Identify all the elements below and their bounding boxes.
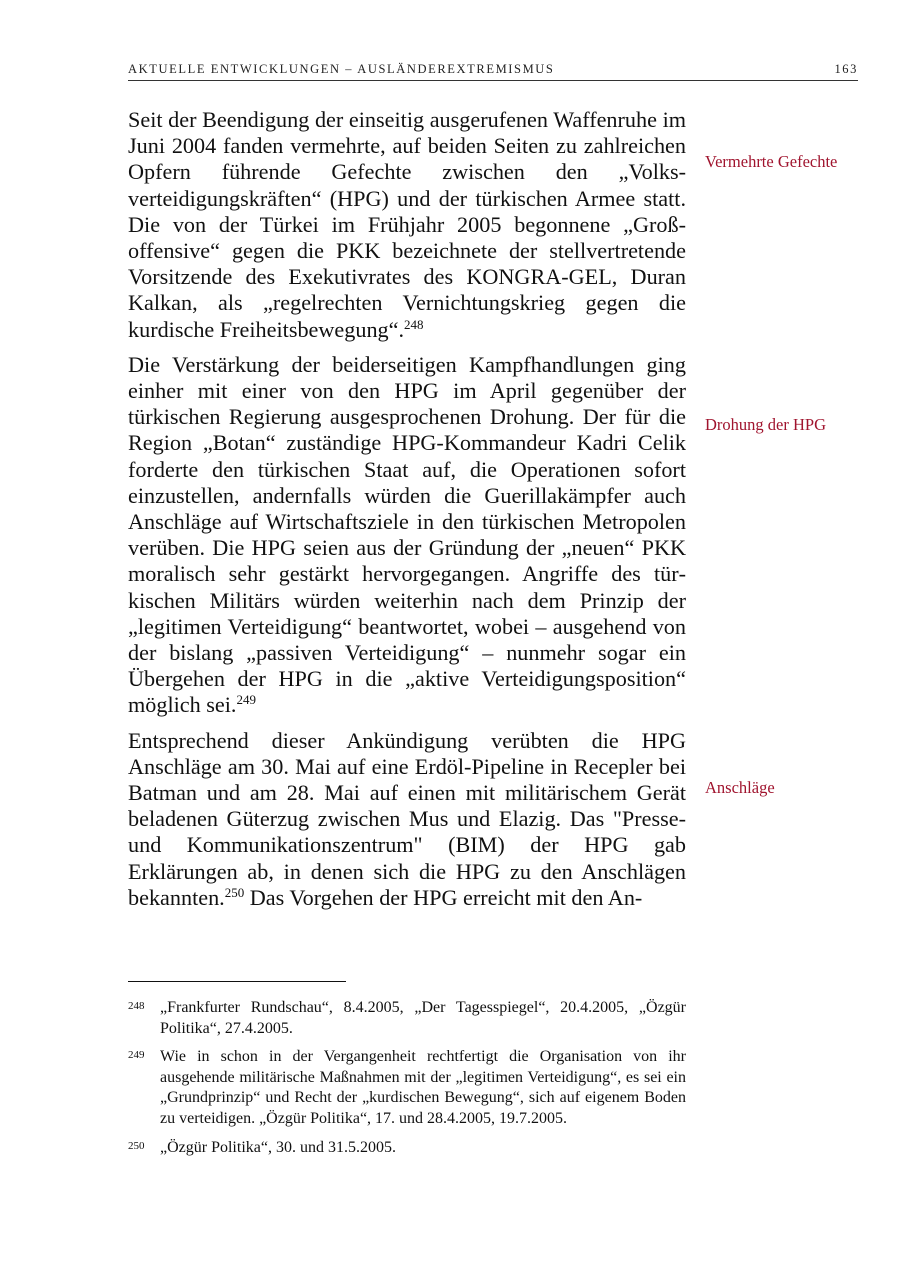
margin-note-anschlaege: Anschläge: [705, 778, 775, 797]
paragraph-2: Die Verstärkung der beiderseitigen Kampfhandlungen ging einher mit einer von den HPG im April gegenüber der türkischen Regierung ausgesprochenen Drohung. Der für die Region „Botan“ zuständige HPG-Kommandeur Kadri Celik forderte den türkischen Staat auf, die Operationen sofort einzustellen, andernfalls würden die Guerillakämpfer auch Anschläge auf Wirtschaftsziele in den türkischen Metropolen verüben. Die HPG seien aus der Gründung der „neuen“ PKK moralisch sehr gestärkt hervorgegangen. Angriffe des türkischen Militärs würden weiterhin nach dem Prinzip der „legitimen Verteidigung“ beantwortet, wobei – ausgehend von der bislang „passiven Verteidigung“ – nunmehr sogar ein Übergehen der HPG in die „aktive Verteidigungsposition“ möglich sei.$^{249}$: [128, 351, 686, 718]
running-header: [128, 62, 858, 81]
footnote-text: „Özgür Politika“, 30. und 31.5.2005.: [160, 1138, 396, 1156]
footnotes: [128, 998, 686, 1166]
running-title: AKTUELLE ENTWICKLUNGEN – AUSLÄNDEREXTREMISMUS: [128, 62, 555, 76]
footnote-249: [128, 1047, 686, 1129]
main-text: [128, 107, 686, 920]
footnote-248: [128, 998, 686, 1039]
page-number: 163: [834, 62, 858, 76]
footnote-text: „Frankfurter Rundschau“, 8.4.2005, „Der Tagesspiegel“, 20.4.2005, „Özgür Politika“, 27.4.2005.: [160, 999, 686, 1037]
paragraph-1: Seit der Beendigung der einseitig ausgerufenen Waffenruhe im Juni 2004 fanden vermehrte, auf beiden Seiten zu zahlreichen Opfern führende Gefechte zwischen den „Volksverteidigungskräften“ (HPG) und der türkischen Armee statt. Die von der Türkei im Frühjahr 2005 begonnene „Großoffensive“ gegen die PKK bezeichnete der stellvertretende Vorsitzende des Exekutivrates des KONGRA-GEL, Duran Kalkan, als „regelrechten Vernichtungskrieg gegen die kurdische Freiheitsbewegung“.$^{248}$: [128, 107, 686, 342]
margin-note-drohung: Drohung der HPG: [705, 415, 826, 434]
margin-note-gefechte: Vermehrte Gefechte: [705, 152, 838, 171]
footnote-divider: [128, 981, 346, 982]
footnote-ref-249[interactable]: 249: [236, 692, 256, 708]
footnote-number: 250: [128, 1139, 145, 1152]
footnote-ref-250[interactable]: 250: [224, 884, 245, 900]
footnote-text: Wie in schon in der Vergangenheit rechtfertigt die Organisation von ihr ausgehende militärische Maßnahmen mit der „legitimen Verteidigung“, es sei ein „Grundprinzip“ und Recht der „kurdischen Bewegung“, sich auf eigenem Boden zu verteidigen. „Özgür Politika“, 17. und 28.4.2005, 19.7.2005.: [160, 1048, 686, 1127]
footnote-250: [128, 1138, 686, 1159]
paragraph-3: Entsprechend dieser Ankündigung verübten die HPG Anschläge am 30. Mai auf eine Erdöl-Pipeline in Recepler bei Batman und am 28. Mai auf einen mit militärischem Gerät beladenen Güterzug zwischen Mus und Elazig. Das "Presse- und Kommunikationszentrum" (BIM) der HPG gab Erklärungen ab, in denen sich die HPG zu den Anschlägen bekannten.$^{250}$ Das Vorgehen der HPG erreicht mit den An-: [128, 727, 686, 910]
footnote-ref-248[interactable]: 248: [404, 316, 424, 332]
footnote-number: 249: [128, 1049, 145, 1062]
footnote-number: 248: [128, 1000, 145, 1012]
